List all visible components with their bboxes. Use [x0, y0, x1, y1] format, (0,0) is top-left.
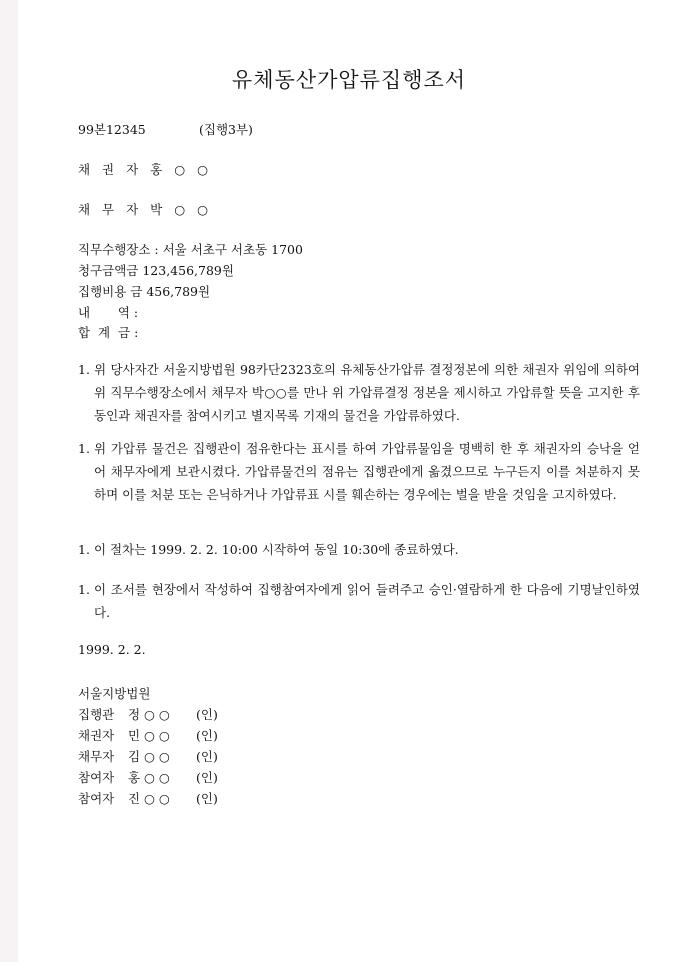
signature-row — [78, 705, 218, 723]
paragraph-number: 1. — [78, 441, 90, 456]
paragraph-4 — [78, 578, 640, 624]
signature-row — [78, 768, 218, 786]
signature-name: 진 ○ ○ — [128, 791, 170, 806]
info-claim-amount: 청구금액금 123,456,789원 — [78, 263, 234, 278]
creditor-line: 채 권 자 홍 ○ ○ — [78, 162, 212, 177]
paragraph-1 — [78, 358, 640, 427]
signature-seal: (인) — [196, 728, 218, 743]
paragraph-text: 위 당사자간 서울지방법원 98카단2323호의 유체동산가압류 결정정본에 의한 채권자 위임에 의하여 위 직무수행장소에서 채무자 박○○를 만나 위 가압류결정 정본을 제시하고 가압류할 뜻을 고지한 후 동인과 채권자를 참여시키고 별지목록 기재의 물건을 가압류하였다. — [94, 362, 640, 423]
signature-role: 채무자 — [78, 749, 115, 764]
signature-row — [78, 747, 218, 765]
info-total: 합 계 금 : — [78, 325, 139, 340]
document-date: 1999. 2. 2. — [78, 642, 146, 657]
signature-role: 참여자 — [78, 791, 115, 806]
paragraph-number: 1. — [78, 582, 90, 597]
paragraph-2 — [78, 437, 640, 506]
document-title: 유체동산가압류집행조서 — [231, 68, 467, 92]
signature-seal: (인) — [196, 749, 218, 764]
execution-department: (집행3부) — [199, 122, 253, 137]
signature-name: 정 ○ ○ — [128, 707, 170, 722]
debtor-line: 채 무 자 박 ○ ○ — [78, 202, 212, 217]
signature-name: 홍 ○ ○ — [128, 770, 170, 785]
paragraph-number: 1. — [78, 542, 90, 557]
signature-role: 채권자 — [78, 728, 115, 743]
info-details: 내 역 : — [78, 305, 139, 320]
paragraph-number: 1. — [78, 362, 90, 377]
signature-role: 참여자 — [78, 770, 115, 785]
info-place: 직무수행장소 : 서울 서초구 서초동 1700 — [78, 242, 303, 257]
signature-name: 민 ○ ○ — [128, 728, 170, 743]
signature-row — [78, 789, 218, 807]
signature-name: 김 ○ ○ — [128, 749, 170, 764]
signature-role: 집행관 — [78, 707, 115, 722]
signature-seal: (인) — [196, 770, 218, 785]
signature-row — [78, 726, 218, 744]
court-name: 서울지방법원 — [78, 686, 151, 701]
paragraph-text: 위 가압류 물건은 집행관이 점유한다는 표시를 하여 가압류물임을 명백히 한 후 채권자의 승낙을 얻어 채무자에게 보관시켰다. 가압류물건의 점유는 집행관에게 옮겼으므로 누구든지 이를 처분하지 못하며 이를 처분 또는 은닉하거나 가압류표 시를 훼손하는 경우에는 벌을 받을 것임을 고지하였다. — [94, 441, 640, 502]
signature-seal: (인) — [196, 707, 218, 722]
paragraph-3 — [78, 538, 640, 561]
info-execution-cost: 집행비용 금 456,789원 — [78, 284, 211, 299]
signature-seal: (인) — [196, 791, 218, 806]
paragraph-text: 이 조서를 현장에서 작성하여 집행참여자에게 읽어 들려주고 승인·열람하게 한 다음에 기명날인하였다. — [94, 582, 640, 620]
case-number: 99본12345 — [78, 122, 146, 137]
paragraph-text: 이 절차는 1999. 2. 2. 10:00 시작하여 동일 10:30에 종료하였다. — [94, 542, 459, 557]
